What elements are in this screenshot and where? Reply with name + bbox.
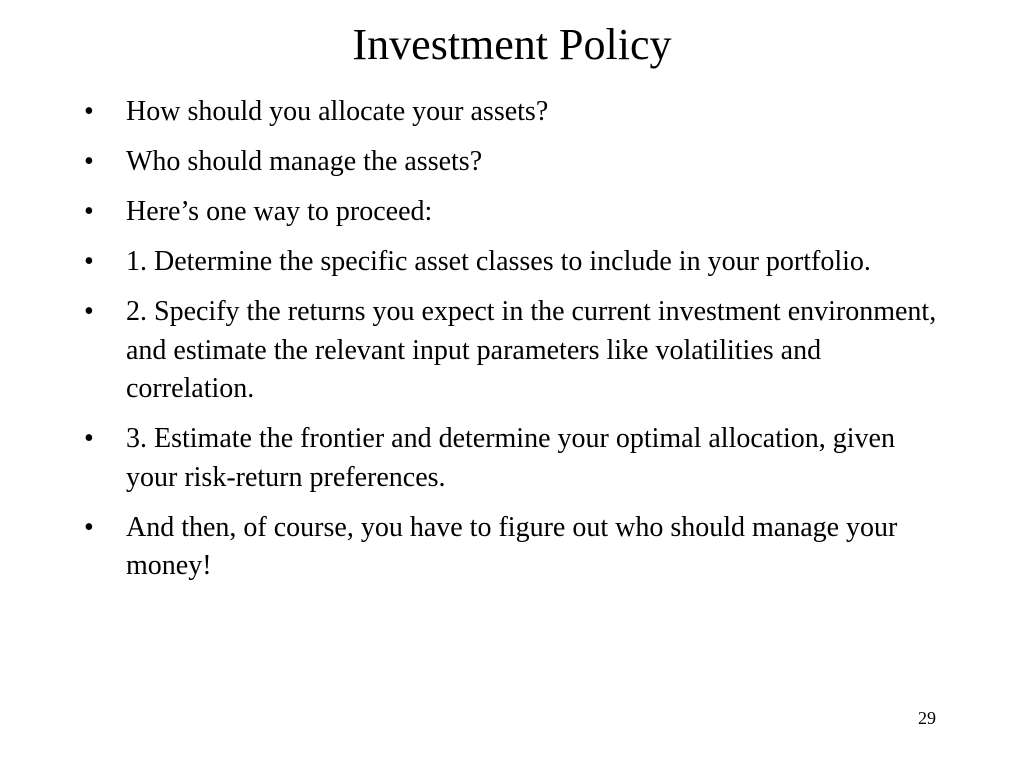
bullet-icon: • [84,196,94,227]
bullet-icon: • [84,511,94,543]
bullet-item [84,509,944,586]
bullet-item [84,193,944,232]
bullet-text: 2. Specify the returns you expect in the current investment environment, and estimate the relevant input parameters like volatilities and correlation. [126,296,937,404]
bullet-item [84,293,944,409]
bullet-text: Who should manage the assets? [126,146,483,177]
bullet-text: And then, of course, you have to figure out who should manage your money! [126,511,898,581]
bullet-item [84,93,944,132]
bullet-list [84,93,944,597]
bullet-icon: • [84,423,94,454]
bullet-text: How should you allocate your assets? [126,96,549,127]
slide-title: Investment Policy [352,20,672,69]
bullet-item [84,143,944,182]
bullet-text: Here’s one way to proceed: [126,196,433,227]
bullet-text: 3. Estimate the frontier and determine your optimal allocation, given your risk-return preferences. [126,423,895,493]
bullet-icon: • [84,246,94,277]
slide-number: 29 [918,708,936,728]
bullet-item [84,243,944,282]
bullet-text: 1. Determine the specific asset classes to include in your portfolio. [126,246,871,277]
bullet-icon: • [84,146,94,177]
bullet-icon: • [84,296,94,327]
bullet-item [84,420,944,497]
bullet-icon: • [84,96,94,127]
